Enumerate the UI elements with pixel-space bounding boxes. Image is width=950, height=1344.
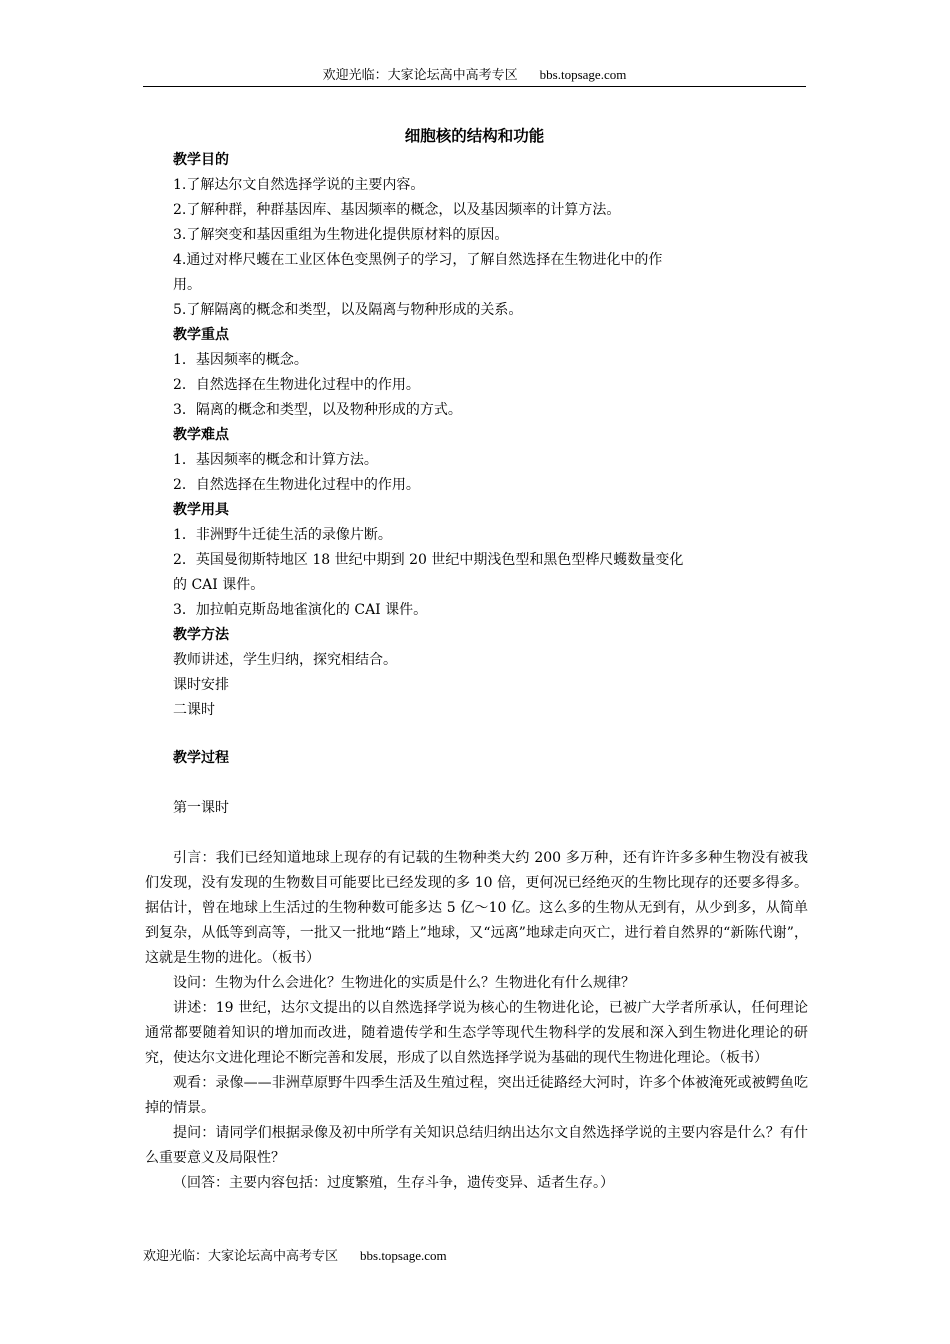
lesson-label-block xyxy=(173,796,803,821)
goal-item: 1.了解达尔文自然选择学说的主要内容。 xyxy=(173,177,425,193)
page-footer xyxy=(143,1247,447,1266)
body-paragraph-video: 观看：录像——非洲草原野牛四季生活及生殖过程，突出迁徒路经大河时，许多个体被淹死或被鳄鱼吃掉的情景。 xyxy=(145,1075,808,1116)
header-url-link[interactable]: bbs.topsage.com xyxy=(539,67,627,82)
body-paragraph-question: 设问：生物为什么会进化？生物进化的实质是什么？生物进化有什么规律？ xyxy=(173,975,635,991)
footer-welcome-text: 欢迎光临：大家论坛高中高考专区 xyxy=(143,1249,339,1264)
lesson-label: 第一课时 xyxy=(173,800,229,816)
goal-item: 4.通过对桦尺蠖在工业区体色变黑例子的学习，了解自然选择在生物进化中的作 xyxy=(173,252,663,268)
key-points-heading: 教学重点 xyxy=(173,327,229,343)
key-point-item: 1．基因频率的概念。 xyxy=(173,352,308,368)
teaching-methods-text: 教师讲述，学生归纳，探究相结合。 xyxy=(173,652,397,668)
key-point-item: 3．隔离的概念和类型，以及物种形成的方式。 xyxy=(173,402,462,418)
footer-url-link[interactable]: bbs.topsage.com xyxy=(360,1248,447,1263)
tool-item: 3．加拉帕克斯岛地雀演化的 CAI 课件。 xyxy=(173,602,428,618)
teaching-tools-heading: 教学用具 xyxy=(173,502,229,518)
goal-item: 3.了解突变和基因重组为生物进化提供原材料的原因。 xyxy=(173,227,509,243)
difficulty-item: 1．基因频率的概念和计算方法。 xyxy=(173,452,378,468)
body-paragraph-ask: 提问：请同学们根据录像及初中所学有关知识总结归纳出达尔文自然选择学说的主要内容是什么？有什么重要意义及局限性？ xyxy=(145,1125,808,1166)
goal-item: 用。 xyxy=(173,277,201,293)
body-paragraph-lecture: 讲述：19 世纪，达尔文提出的以自然选择学说为核心的生物进化论，已被广大学者所承认，任何理论通常都要随着知识的增加而改进，随着遗传学和生态学等现代生物科学的发展和深入到生物进化理论的研究，使达尔文进化理论不断完善和发展，形成了以自然选择学说为基础的现代生物进化理论。（板书） xyxy=(145,1000,808,1066)
teaching-process-heading: 教学过程 xyxy=(173,750,229,766)
body-paragraph-intro: 引言：我们已经知道地球上现存的有记载的生物种类大约 200 多万种，还有许许多多种生物没有被我们发现，没有发现的生物数目可能要比已经发现的多 10 倍，更何况已经绝灭的生物比现存的还要多得多。据估计，曾在地球上生活过的生物种数可能多达 5 亿～10 亿。这么多的生物从无到有，从少到多，从简单到复杂，从低等到高等，一批又一批地“踏上”地球，又“远离”地球走向灭亡，进行着自然界的“新陈代谢”，这就是生物的进化。（板书） xyxy=(145,850,808,966)
key-point-item: 2．自然选择在生物进化过程中的作用。 xyxy=(173,377,420,393)
header-welcome-text: 欢迎光临：大家论坛高中高考专区 xyxy=(322,68,518,83)
goal-item: 5.了解隔离的概念和类型，以及隔离与物种形成的关系。 xyxy=(173,302,523,318)
body-paragraph-answer: （回答：主要内容包括：过度繁殖，生存斗争，遗传变异、适者生存。） xyxy=(173,1175,614,1191)
header-divider xyxy=(143,86,806,87)
document-title: 细胞核的结构和功能 xyxy=(404,126,545,145)
difficulty-item: 2．自然选择在生物进化过程中的作用。 xyxy=(173,477,420,493)
schedule-label: 课时安排 xyxy=(173,677,229,693)
teaching-goals-heading: 教学目的 xyxy=(173,152,229,168)
tool-item: 1．非洲野牛迁徒生活的录像片断。 xyxy=(173,527,392,543)
teaching-methods-heading: 教学方法 xyxy=(173,627,229,643)
tool-item: 2．英国曼彻斯特地区 18 世纪中期到 20 世纪中期浅色型和黑色型桦尺蠖数量变化 xyxy=(173,552,684,568)
difficulties-heading: 教学难点 xyxy=(173,427,229,443)
tool-item: 的 CAI 课件。 xyxy=(173,577,265,593)
teaching-goals-section xyxy=(173,148,803,723)
page-header xyxy=(143,66,806,86)
schedule-value: 二课时 xyxy=(173,702,215,718)
teaching-process-heading-block xyxy=(173,746,803,771)
lesson-body xyxy=(145,846,808,1196)
goal-item: 2.了解种群，种群基因库、基因频率的概念，以及基因频率的计算方法。 xyxy=(173,202,621,218)
